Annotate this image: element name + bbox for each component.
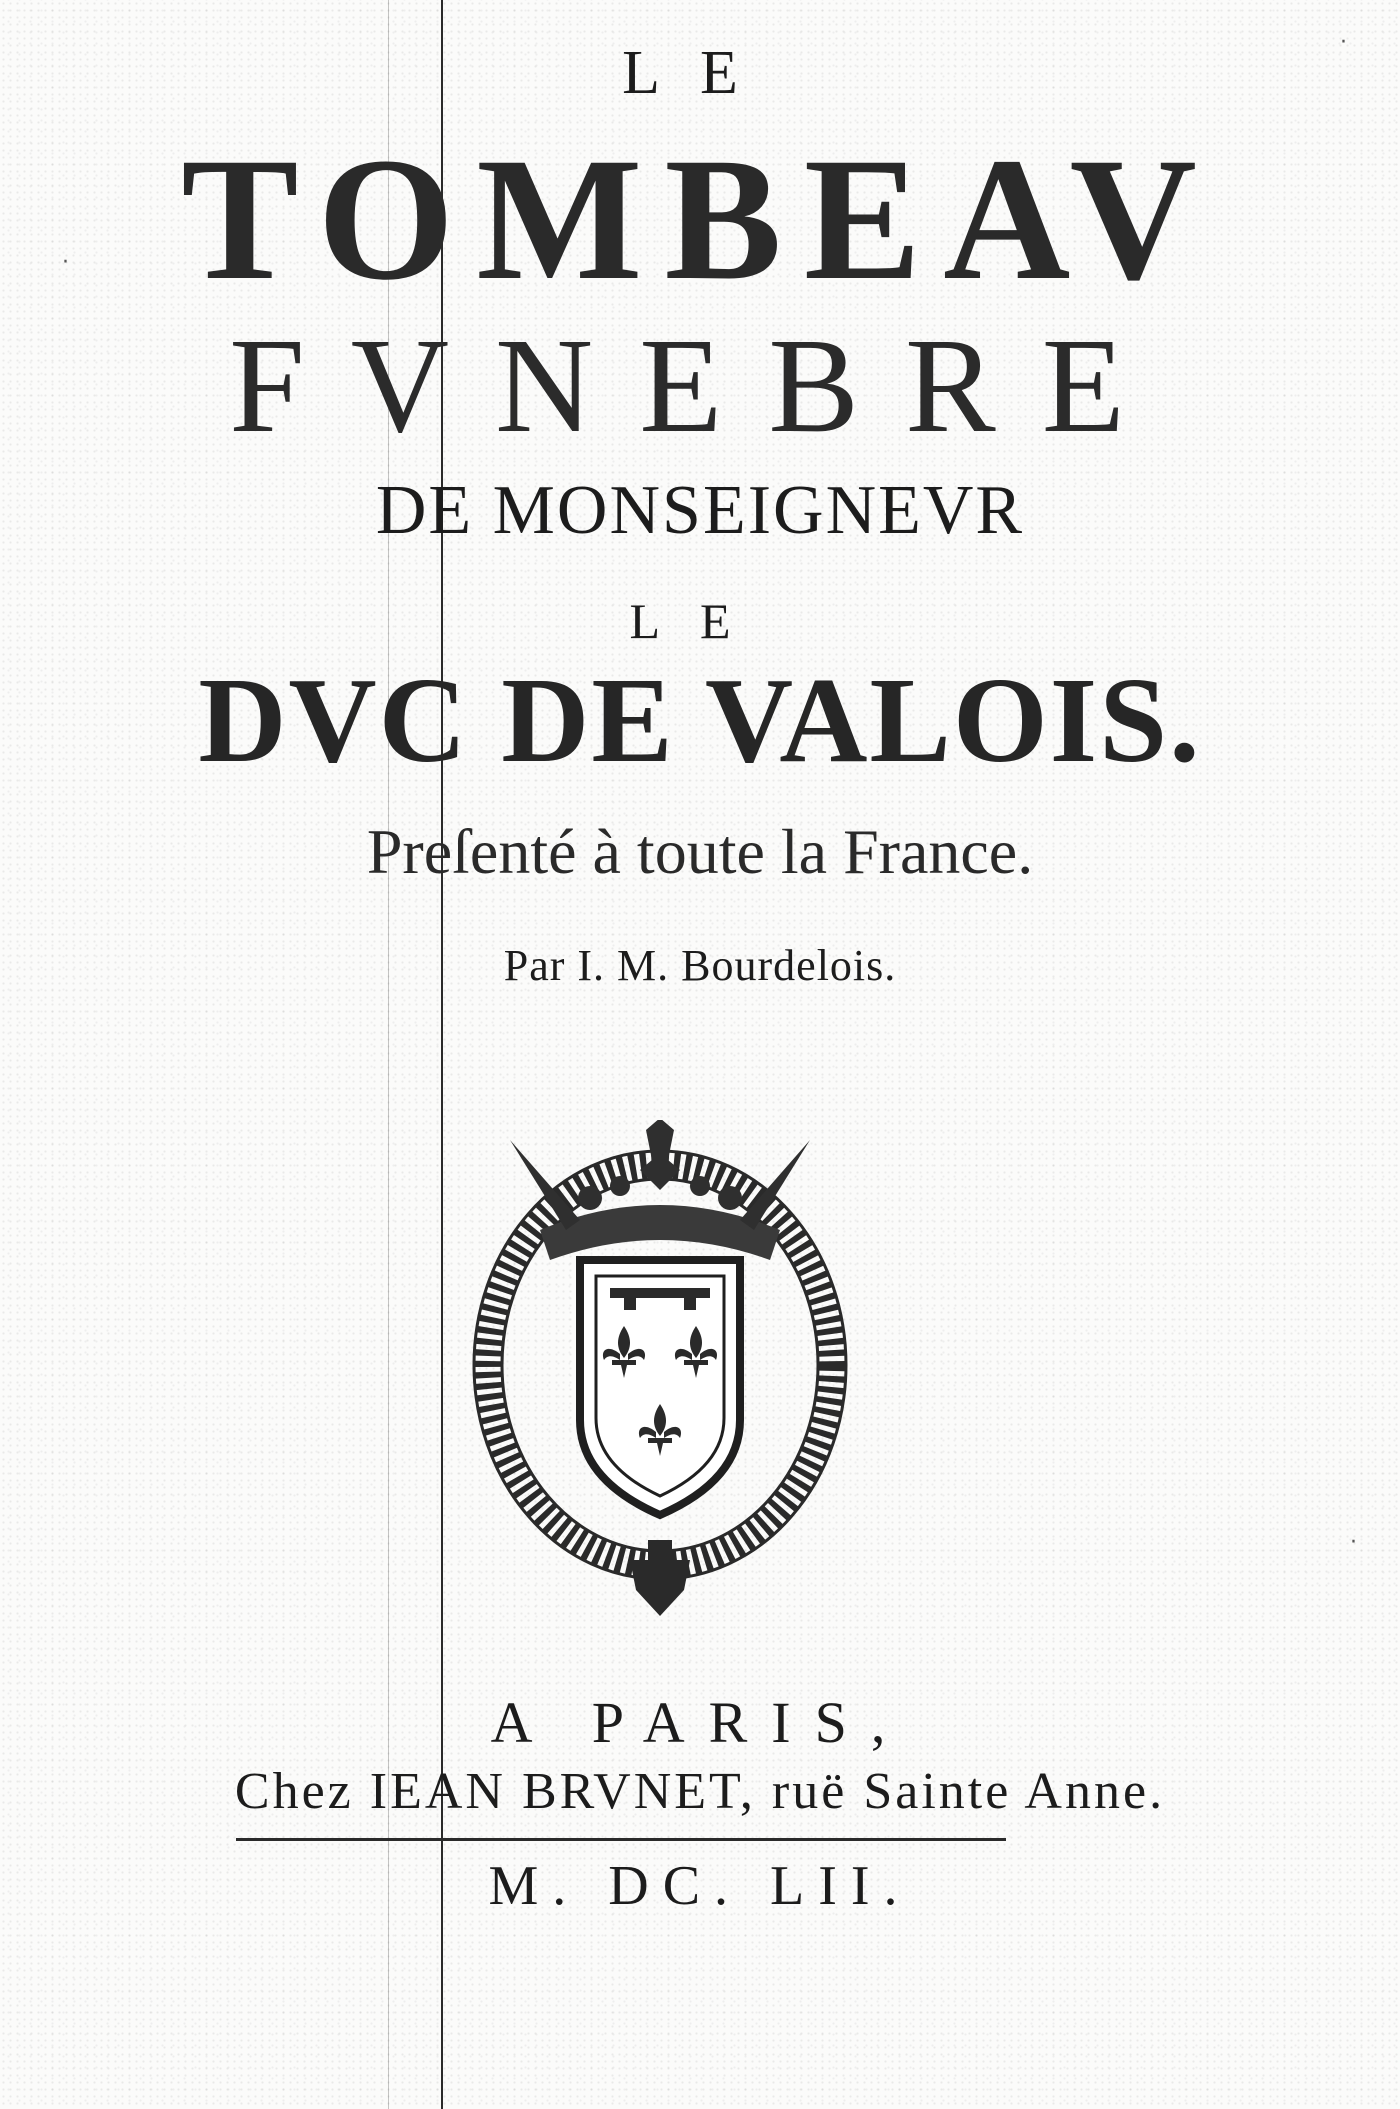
imprint-publisher: Chez IEAN BRVNET, ruë Sainte Anne.: [234, 1763, 1166, 1820]
subtitle-presente: Preſenté à toute la France.: [366, 816, 1034, 887]
page-speck: ·: [62, 250, 69, 275]
page-speck: ·: [1340, 30, 1347, 55]
page-speck: ·: [1350, 1530, 1357, 1555]
author-line: Par I. M. Bourdelois.: [503, 941, 897, 990]
imprint-year: M. DC. LII.: [488, 1855, 912, 1917]
royal-coat-of-arms-icon: [470, 1120, 850, 1620]
title-tombeau: TOMBEAV: [181, 122, 1219, 317]
title-article-top: LE: [622, 39, 778, 107]
title-article-middle: LE: [629, 593, 771, 649]
imprint-place: A PARIS,: [490, 1690, 910, 1755]
title-funebre: FVNEBRE: [229, 311, 1171, 461]
title-monseigneur: DE MONSEIGNEVR: [375, 472, 1025, 549]
imprint-rule: [236, 1838, 1006, 1841]
title-duc-de-valois: DVC DE VALOIS.: [198, 653, 1202, 788]
